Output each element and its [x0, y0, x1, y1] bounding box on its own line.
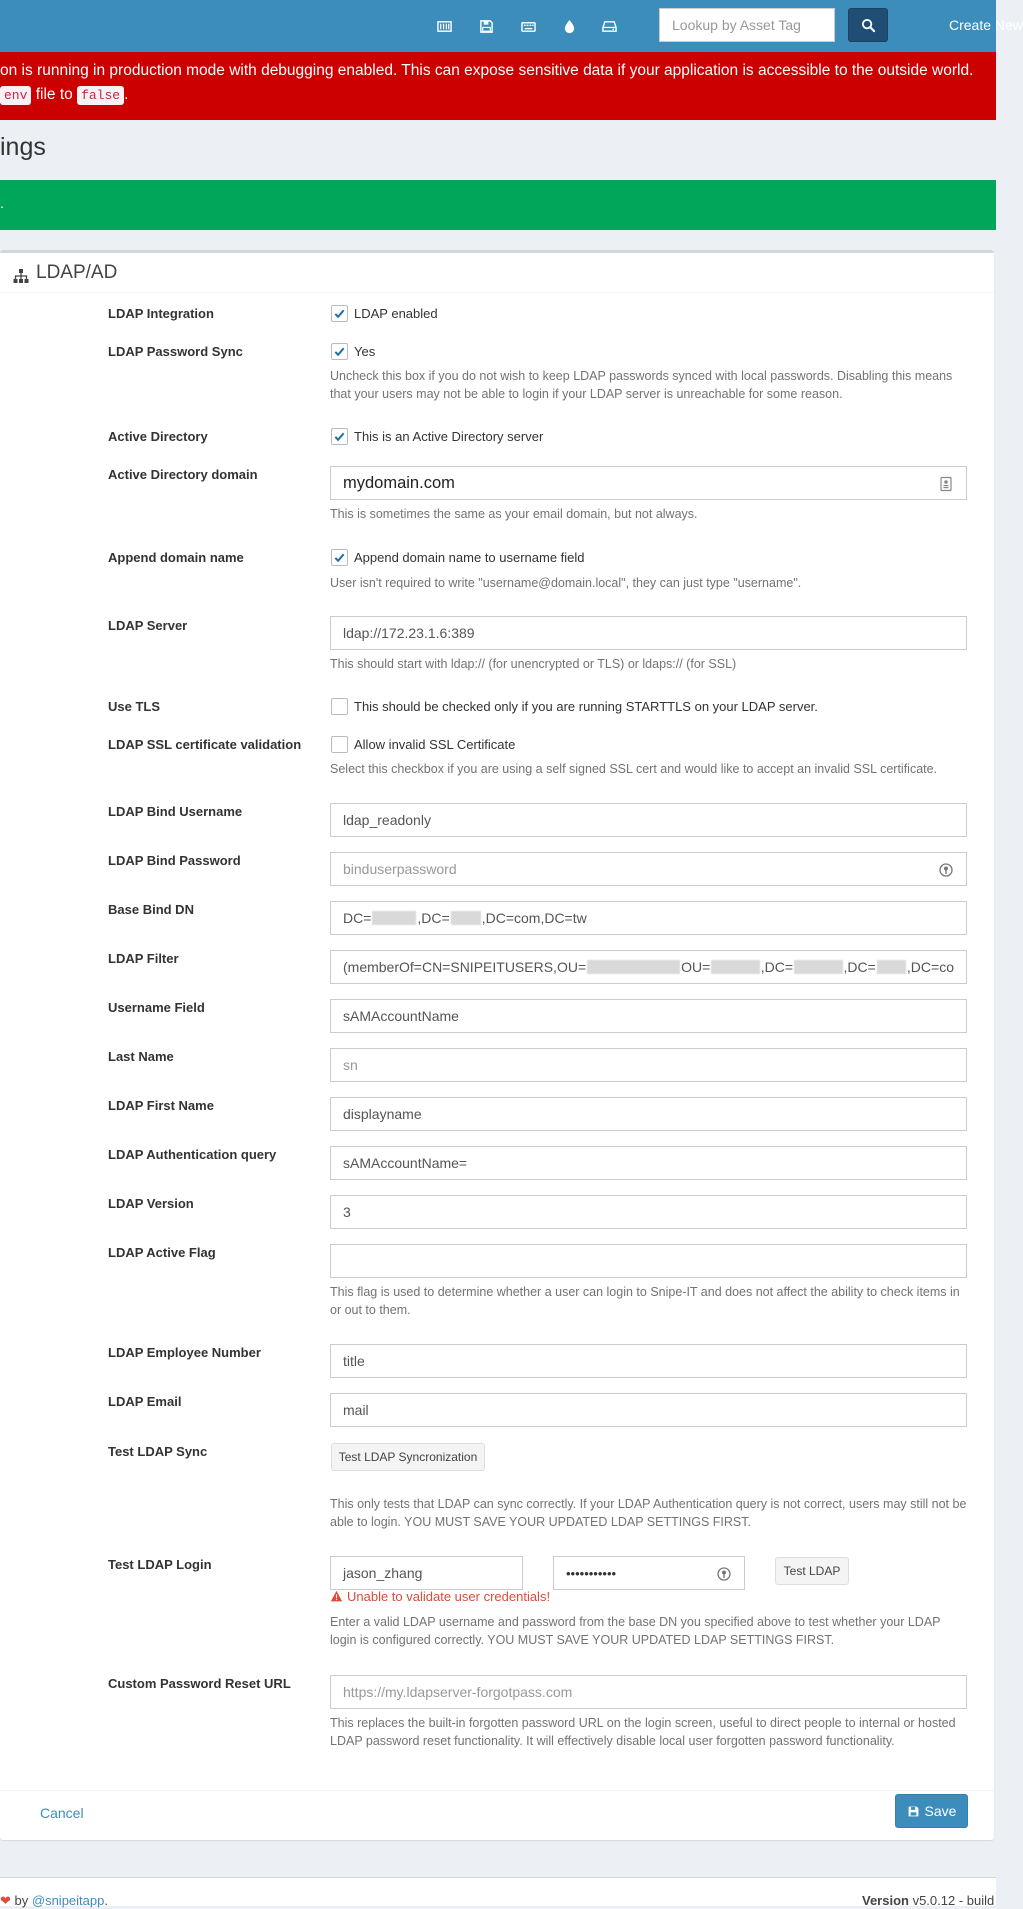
bind-password-input[interactable]: binduserpassword — [330, 852, 967, 886]
floppy-disk-icon — [907, 1805, 920, 1818]
test-sync-help: This only tests that LDAP can sync correctly. If your LDAP Authentication query is not correct, users may still not be able to login. YOU MUST SAVE YOUR UPDATED LDAP SETTINGS FIRST. — [330, 1497, 967, 1529]
cancel-link[interactable]: Cancel — [40, 1805, 84, 1821]
ldap-email-input[interactable]: mail — [330, 1393, 967, 1427]
employee-number-input[interactable]: title — [330, 1344, 967, 1378]
login-error-message: Unable to validate user credentials! — [330, 1589, 550, 1604]
checkbox-checked[interactable] — [331, 343, 348, 360]
success-text: . — [0, 195, 4, 211]
ldap-integration-label: LDAP Integration — [108, 306, 214, 321]
ldap-version-input[interactable]: 3 — [330, 1195, 967, 1229]
use-tls-label: Use TLS — [108, 699, 161, 714]
box-title: LDAP/AD — [36, 262, 118, 283]
password-sync-checkbox[interactable]: Yes — [331, 343, 375, 360]
asset-tag-search-input[interactable] — [659, 8, 835, 42]
droplet-icon[interactable] — [559, 16, 579, 36]
use-tls-checkbox[interactable]: This should be checked only if you are running STARTTLS on your LDAP server. — [331, 698, 818, 715]
redacted-text — [451, 911, 481, 925]
check-icon — [333, 551, 346, 564]
active-flag-label: LDAP Active Flag — [108, 1245, 216, 1260]
append-domain-checkbox[interactable]: Append domain name to username field — [331, 549, 585, 566]
append-domain-label: Append domain name — [108, 550, 244, 565]
employee-number-label: LDAP Employee Number — [108, 1345, 261, 1360]
test-ldap-button[interactable]: Test LDAP — [775, 1557, 849, 1585]
debug-warning-text: on is running in production mode with debugging enabled. This can expose sensitive data if your application is accessible to the outside world. — [0, 62, 974, 79]
search-icon — [861, 18, 876, 33]
username-field-label: Username Field — [108, 1000, 205, 1015]
bind-username-label: LDAP Bind Username — [108, 804, 243, 819]
checkbox-unchecked[interactable] — [331, 736, 348, 753]
test-login-label: Test LDAP Login — [108, 1557, 212, 1572]
append-domain-help: User isn't required to write "username@domain.local", they can just type "username". — [330, 576, 802, 590]
active-flag-input[interactable] — [330, 1244, 967, 1278]
active-flag-help: This flag is used to determine whether a user can login to Snipe-IT and does not affect the ability to check items in or out to them. — [330, 1285, 960, 1317]
ldap-filter-label: LDAP Filter — [108, 951, 179, 966]
save-button[interactable]: Save — [895, 1794, 968, 1828]
last-name-input[interactable]: sn — [330, 1048, 967, 1082]
ldap-server-help: This should start with ldap:// (for unencrypted or TLS) or ldaps:// (for SSL) — [330, 657, 737, 671]
search-button[interactable] — [848, 8, 888, 42]
checkbox-checked[interactable] — [331, 549, 348, 566]
first-name-label: LDAP First Name — [108, 1098, 214, 1113]
ldap-server-input[interactable]: ldap://172.23.1.6:389 — [330, 616, 967, 650]
allow-invalid-ssl-checkbox[interactable]: Allow invalid SSL Certificate — [331, 736, 515, 753]
floppy-disk-icon[interactable] — [476, 16, 496, 36]
box-footer — [0, 1790, 994, 1843]
test-username-input[interactable]: jason_zhang — [330, 1556, 523, 1590]
bind-username-input[interactable]: ldap_readonly — [330, 803, 967, 837]
ad-domain-help: This is sometimes the same as your email domain, but not always. — [330, 507, 698, 521]
test-sync-button[interactable]: Test LDAP Syncronization — [331, 1443, 485, 1471]
redacted-text — [587, 960, 680, 974]
ad-domain-input[interactable]: mydomain.com — [330, 466, 967, 500]
snipeitapp-link[interactable]: @snipeitapp — [31, 1893, 105, 1908]
reset-url-input[interactable]: https://my.ldapserver-forgotpass.com — [330, 1675, 967, 1709]
test-password-input[interactable]: ••••••••••• — [553, 1556, 745, 1590]
ldap-server-label: LDAP Server — [108, 618, 188, 633]
reset-url-label: Custom Password Reset URL — [108, 1676, 291, 1691]
heart-icon: ❤ — [0, 1893, 11, 1908]
password-sync-help: Uncheck this box if you do not wish to keep LDAP passwords synced with local passwords. Disabling this means that your users may not be able to login if your LDAP server is unreachable for some reason. — [330, 369, 953, 401]
footer-credit: ❤ by @snipeitapp. — [0, 1893, 108, 1908]
ldap-email-label: LDAP Email — [108, 1394, 182, 1409]
active-directory-checkbox[interactable]: This is an Active Directory server — [331, 428, 543, 445]
test-login-help: Enter a valid LDAP username and password from the base DN you specified above to test whether your LDAP login is configured correctly. YOU MUST SAVE YOUR UPDATED LDAP SETTINGS FIRST. — [330, 1615, 941, 1647]
hard-drive-icon[interactable] — [599, 16, 619, 36]
redacted-text — [711, 960, 759, 974]
box-header — [0, 253, 994, 293]
create-new-menu[interactable]: Create New — [949, 17, 1023, 33]
debug-warning-text-2: env file to false . — [0, 86, 128, 104]
checkbox-checked[interactable] — [331, 305, 348, 322]
ldap-filter-input[interactable]: (memberOf=CN=SNIPEITUSERS,OU= OU= ,DC= ,DC= ,DC=co — [330, 950, 967, 984]
auth-query-label: LDAP Authentication query — [108, 1147, 277, 1162]
bind-password-label: LDAP Bind Password — [108, 853, 241, 868]
ldap-version-label: LDAP Version — [108, 1196, 194, 1211]
env-code: env — [0, 86, 31, 105]
ssl-validation-label: LDAP SSL certificate validation — [108, 737, 302, 752]
base-dn-label: Base Bind DN — [108, 902, 194, 917]
check-icon — [333, 430, 346, 443]
active-directory-label: Active Directory — [108, 429, 208, 444]
checkbox-unchecked[interactable] — [331, 698, 348, 715]
auth-query-input[interactable]: sAMAccountName= — [330, 1146, 967, 1180]
page-title: ings — [0, 133, 46, 161]
contact-card-icon — [938, 476, 954, 492]
ssl-validation-help: Select this checkbox if you are using a self signed SSL cert and would like to accept an invalid SSL certificate. — [330, 762, 938, 776]
check-icon — [333, 345, 346, 358]
barcode-icon[interactable] — [434, 16, 454, 36]
key-icon — [716, 1566, 732, 1582]
ldap-password-sync-label: LDAP Password Sync — [108, 344, 243, 359]
redacted-text — [794, 960, 842, 974]
base-dn-input[interactable]: DC= ,DC= ,DC=com,DC=tw — [330, 901, 967, 935]
redacted-text — [372, 911, 416, 925]
redacted-text — [877, 960, 906, 974]
first-name-input[interactable]: displayname — [330, 1097, 967, 1131]
last-name-label: Last Name — [108, 1049, 174, 1064]
success-alert — [0, 180, 996, 230]
page-footer — [0, 1877, 996, 1906]
check-icon — [333, 307, 346, 320]
debug-warning-alert — [0, 52, 996, 120]
keyboard-icon[interactable] — [518, 16, 538, 36]
ldap-enabled-checkbox[interactable]: LDAP enabled — [331, 305, 438, 322]
false-code: false — [77, 86, 124, 105]
username-field-input[interactable]: sAMAccountName — [330, 999, 967, 1033]
reset-url-help: This replaces the built-in forgotten password URL on the login screen, useful to direct people to internal or hosted LDAP password reset functionality. It will effectively disable local user forgotten password functionality. — [330, 1716, 956, 1748]
footer-version: Version v5.0.12 - build — [862, 1893, 995, 1908]
test-sync-label: Test LDAP Sync — [108, 1444, 208, 1459]
key-icon — [938, 862, 954, 878]
top-navbar — [0, 0, 1023, 52]
checkbox-checked[interactable] — [331, 428, 348, 445]
sitemap-icon — [13, 268, 29, 284]
warning-icon — [330, 1590, 343, 1603]
ad-domain-label: Active Directory domain — [108, 467, 258, 482]
